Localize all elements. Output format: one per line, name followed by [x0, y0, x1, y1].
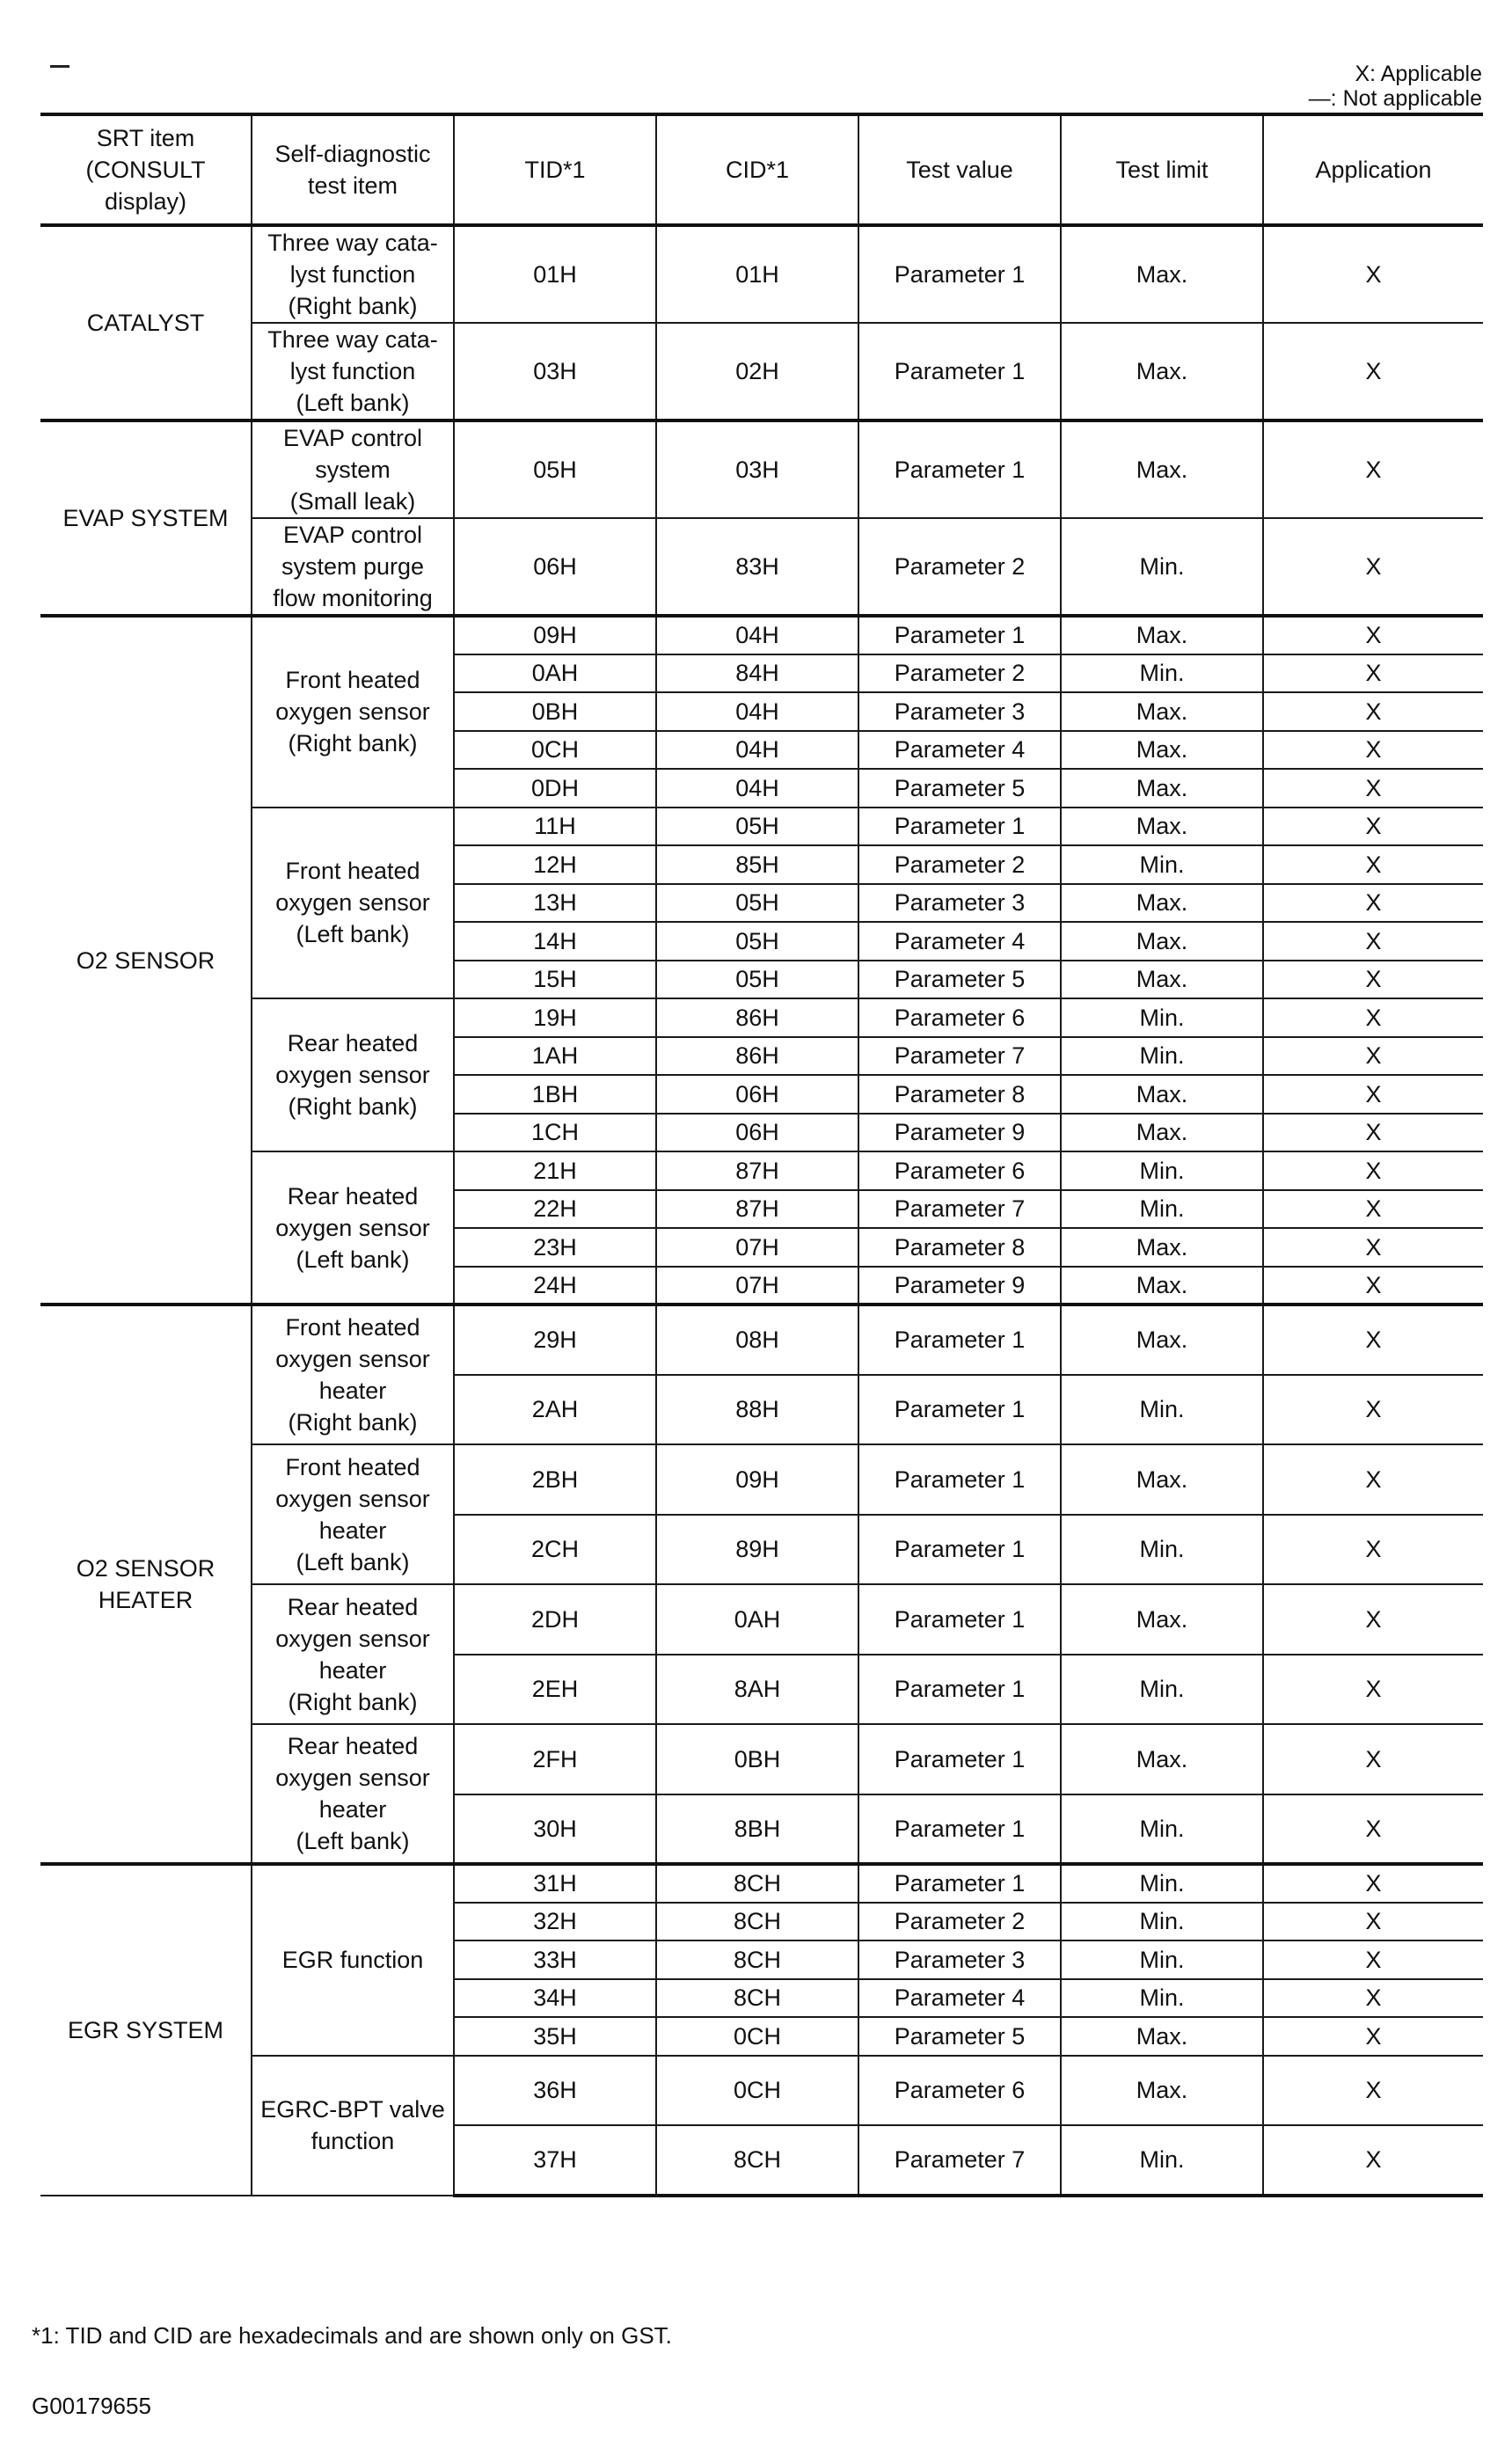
application-cell: X: [1263, 769, 1483, 808]
tid-cell: 06H: [454, 518, 656, 616]
cid-cell: 87H: [656, 1190, 858, 1229]
tid-cell: 11H: [454, 808, 656, 846]
test-value-cell: Parameter 7: [858, 2125, 1061, 2196]
tid-cell: 0CH: [454, 731, 656, 770]
tid-cell: 2CH: [454, 1515, 656, 1585]
cid-cell: 8CH: [656, 1940, 858, 1979]
application-cell: X: [1263, 1864, 1483, 1903]
test-item-cell: Front heated oxygen sensor heater (Right bank): [252, 1305, 454, 1444]
test-value-cell: Parameter 3: [858, 884, 1061, 923]
test-value-cell: Parameter 1: [858, 1794, 1061, 1865]
test-limit-cell: Min.: [1061, 654, 1263, 693]
application-cell: X: [1263, 1444, 1483, 1515]
srt-item-cell: EVAP SYSTEM: [40, 420, 252, 616]
application-cell: X: [1263, 692, 1483, 731]
figure-code: G00179655: [32, 2393, 151, 2419]
cid-cell: 02H: [656, 323, 858, 420]
tid-cell: 31H: [454, 1864, 656, 1903]
cid-cell: 09H: [656, 1444, 858, 1515]
tid-cell: 0BH: [454, 692, 656, 731]
tid-cell: 23H: [454, 1228, 656, 1267]
test-limit-cell: Min.: [1061, 998, 1263, 1037]
footnote: *1: TID and CID are hexadecimals and are shown only on GST.: [32, 2322, 672, 2349]
tid-cell: 05H: [454, 420, 656, 518]
test-value-cell: Parameter 4: [858, 922, 1061, 961]
test-limit-cell: Min.: [1061, 1190, 1263, 1229]
test-limit-cell: Min.: [1061, 1375, 1263, 1445]
test-item-cell: Three way cata- lyst function (Left bank): [252, 323, 454, 420]
srt-group: [40, 1864, 1483, 2196]
test-value-cell: Parameter 6: [858, 1151, 1061, 1190]
test-value-cell: Parameter 5: [858, 2017, 1061, 2056]
tid-cell: 2BH: [454, 1444, 656, 1515]
table-row: [40, 225, 1483, 323]
test-value-cell: Parameter 8: [858, 1228, 1061, 1267]
table-row: [40, 1864, 1483, 1903]
application-cell: X: [1263, 1979, 1483, 2018]
tid-cell: 13H: [454, 884, 656, 923]
test-limit-cell: Min.: [1061, 1515, 1263, 1585]
table-row: [40, 1724, 1483, 1794]
test-value-cell: Parameter 5: [858, 961, 1061, 999]
cid-cell: 88H: [656, 1375, 858, 1445]
test-limit-cell: Max.: [1061, 961, 1263, 999]
application-cell: X: [1263, 1724, 1483, 1794]
tid-cell: 35H: [454, 2017, 656, 2056]
cid-cell: 8CH: [656, 1979, 858, 2018]
cid-cell: 05H: [656, 808, 858, 846]
srt-item-cell: EGR SYSTEM: [40, 1864, 252, 2196]
test-value-cell: Parameter 7: [858, 1037, 1061, 1076]
test-value-cell: Parameter 6: [858, 998, 1061, 1037]
test-limit-cell: Max.: [1061, 2056, 1263, 2126]
test-value-cell: Parameter 4: [858, 1979, 1061, 2018]
table-row: [40, 998, 1483, 1037]
cid-cell: 8CH: [656, 1903, 858, 1941]
application-cell: X: [1263, 1075, 1483, 1114]
table-row: [40, 323, 1483, 420]
test-item-cell: Rear heated oxygen sensor (Right bank): [252, 998, 454, 1151]
tid-cell: 24H: [454, 1267, 656, 1305]
test-limit-cell: Min.: [1061, 2125, 1263, 2196]
cid-cell: 0BH: [656, 1724, 858, 1794]
tid-cell: 32H: [454, 1903, 656, 1941]
cid-cell: 04H: [656, 692, 858, 731]
cid-cell: 03H: [656, 420, 858, 518]
test-value-cell: Parameter 1: [858, 225, 1061, 323]
test-limit-cell: Max.: [1061, 1584, 1263, 1655]
tid-cell: 37H: [454, 2125, 656, 2196]
application-cell: X: [1263, 2017, 1483, 2056]
test-limit-cell: Max.: [1061, 1305, 1263, 1375]
application-cell: X: [1263, 998, 1483, 1037]
test-limit-cell: Max.: [1061, 323, 1263, 420]
table-row: [40, 1444, 1483, 1515]
cid-cell: 0AH: [656, 1584, 858, 1655]
srt-group: [40, 420, 1483, 616]
cid-cell: 0CH: [656, 2017, 858, 2056]
test-limit-cell: Max.: [1061, 616, 1263, 654]
test-limit-cell: Min.: [1061, 1979, 1263, 2018]
cid-cell: 04H: [656, 769, 858, 808]
test-value-cell: Parameter 1: [858, 1584, 1061, 1655]
test-limit-cell: Max.: [1061, 1075, 1263, 1114]
test-value-cell: Parameter 1: [858, 1655, 1061, 1725]
tid-cell: 33H: [454, 1940, 656, 1979]
test-value-cell: Parameter 9: [858, 1267, 1061, 1305]
test-item-cell: EVAP control system (Small leak): [252, 420, 454, 518]
test-limit-cell: Max.: [1061, 922, 1263, 961]
tid-cell: 34H: [454, 1979, 656, 2018]
test-limit-cell: Max.: [1061, 1267, 1263, 1305]
test-limit-cell: Min.: [1061, 1903, 1263, 1941]
tid-cell: 1AH: [454, 1037, 656, 1076]
table-row: [40, 1584, 1483, 1655]
application-cell: X: [1263, 2125, 1483, 2196]
test-limit-cell: Min.: [1061, 1864, 1263, 1903]
srt-item-cell: O2 SENSOR HEATER: [40, 1305, 252, 1864]
srt-test-table: [40, 113, 1483, 2197]
test-value-cell: Parameter 1: [858, 1515, 1061, 1585]
cid-cell: 07H: [656, 1228, 858, 1267]
test-limit-cell: Min.: [1061, 1037, 1263, 1076]
tid-cell: 2EH: [454, 1655, 656, 1725]
tid-cell: 30H: [454, 1794, 656, 1865]
application-cell: X: [1263, 616, 1483, 654]
srt-group: [40, 225, 1483, 420]
table-row: [40, 1305, 1483, 1375]
test-value-cell: Parameter 9: [858, 1114, 1061, 1152]
tid-cell: 1BH: [454, 1075, 656, 1114]
table-row: [40, 518, 1483, 616]
application-cell: X: [1263, 1515, 1483, 1585]
test-limit-cell: Max.: [1061, 2017, 1263, 2056]
cid-cell: 07H: [656, 1267, 858, 1305]
test-value-cell: Parameter 2: [858, 654, 1061, 693]
tid-cell: 2DH: [454, 1584, 656, 1655]
cid-cell: 04H: [656, 616, 858, 654]
tid-cell: 29H: [454, 1305, 656, 1375]
test-limit-cell: Max.: [1061, 769, 1263, 808]
cid-cell: 05H: [656, 961, 858, 999]
cid-cell: 04H: [656, 731, 858, 770]
application-cell: X: [1263, 1114, 1483, 1152]
application-cell: X: [1263, 884, 1483, 923]
test-limit-cell: Min.: [1061, 1655, 1263, 1725]
test-value-cell: Parameter 8: [858, 1075, 1061, 1114]
test-item-cell: Rear heated oxygen sensor (Left bank): [252, 1151, 454, 1305]
test-value-cell: Parameter 1: [858, 1864, 1061, 1903]
cid-cell: 8CH: [656, 1864, 858, 1903]
header-srt-item: SRT item (CONSULT display): [40, 114, 252, 225]
test-item-cell: EGRC-BPT valve function: [252, 2056, 454, 2196]
srt-group: [40, 616, 1483, 1305]
cid-cell: 8AH: [656, 1655, 858, 1725]
tid-cell: 12H: [454, 845, 656, 884]
cid-cell: 8CH: [656, 2125, 858, 2196]
tid-cell: 2AH: [454, 1375, 656, 1445]
test-item-cell: Front heated oxygen sensor heater (Left bank): [252, 1444, 454, 1584]
application-cell: X: [1263, 518, 1483, 616]
tid-cell: 01H: [454, 225, 656, 323]
table-row: [40, 1151, 1483, 1190]
application-cell: X: [1263, 420, 1483, 518]
test-limit-cell: Max.: [1061, 1444, 1263, 1515]
tid-cell: 09H: [454, 616, 656, 654]
test-item-cell: Front heated oxygen sensor (Right bank): [252, 616, 454, 808]
header-test-limit: Test limit: [1061, 114, 1263, 225]
cid-cell: 85H: [656, 845, 858, 884]
test-item-cell: EGR function: [252, 1864, 454, 2056]
test-value-cell: Parameter 1: [858, 1724, 1061, 1794]
tid-cell: 0AH: [454, 654, 656, 693]
application-cell: X: [1263, 2056, 1483, 2126]
cid-cell: 83H: [656, 518, 858, 616]
test-value-cell: Parameter 1: [858, 1375, 1061, 1445]
test-value-cell: Parameter 1: [858, 323, 1061, 420]
application-cell: X: [1263, 1190, 1483, 1229]
srt-item-cell: CATALYST: [40, 225, 252, 420]
top-left-dash: [50, 65, 69, 68]
header-test-item: Self-diagnostic test item: [252, 114, 454, 225]
table-row: [40, 808, 1483, 846]
application-cell: X: [1263, 1305, 1483, 1375]
application-cell: X: [1263, 961, 1483, 999]
test-limit-cell: Min.: [1061, 1794, 1263, 1865]
test-limit-cell: Max.: [1061, 808, 1263, 846]
test-limit-cell: Max.: [1061, 692, 1263, 731]
test-value-cell: Parameter 3: [858, 1940, 1061, 1979]
application-cell: X: [1263, 654, 1483, 693]
cid-cell: 01H: [656, 225, 858, 323]
test-value-cell: Parameter 1: [858, 1444, 1061, 1515]
tid-cell: 21H: [454, 1151, 656, 1190]
test-value-cell: Parameter 1: [858, 1305, 1061, 1375]
test-value-cell: Parameter 2: [858, 518, 1061, 616]
test-limit-cell: Min.: [1061, 518, 1263, 616]
legend: [1309, 62, 1482, 111]
cid-cell: 05H: [656, 884, 858, 923]
cid-cell: 84H: [656, 654, 858, 693]
tid-cell: 14H: [454, 922, 656, 961]
application-cell: X: [1263, 1584, 1483, 1655]
application-cell: X: [1263, 731, 1483, 770]
header-cid: CID*1: [656, 114, 858, 225]
test-limit-cell: Max.: [1061, 1114, 1263, 1152]
application-cell: X: [1263, 1228, 1483, 1267]
test-value-cell: Parameter 3: [858, 692, 1061, 731]
test-limit-cell: Max.: [1061, 420, 1263, 518]
application-cell: X: [1263, 1903, 1483, 1941]
test-limit-cell: Max.: [1061, 1724, 1263, 1794]
test-item-cell: Front heated oxygen sensor (Left bank): [252, 808, 454, 999]
application-cell: X: [1263, 1267, 1483, 1305]
application-cell: X: [1263, 1940, 1483, 1979]
application-cell: X: [1263, 1375, 1483, 1445]
application-cell: X: [1263, 225, 1483, 323]
test-limit-cell: Max.: [1061, 884, 1263, 923]
test-value-cell: Parameter 4: [858, 731, 1061, 770]
test-limit-cell: Max.: [1061, 1228, 1263, 1267]
cid-cell: 08H: [656, 1305, 858, 1375]
cid-cell: 86H: [656, 998, 858, 1037]
application-cell: X: [1263, 808, 1483, 846]
test-value-cell: Parameter 6: [858, 2056, 1061, 2126]
cid-cell: 0CH: [656, 2056, 858, 2126]
test-item-cell: Rear heated oxygen sensor heater (Left bank): [252, 1724, 454, 1864]
test-limit-cell: Min.: [1061, 845, 1263, 884]
test-value-cell: Parameter 1: [858, 616, 1061, 654]
test-item-cell: Rear heated oxygen sensor heater (Right bank): [252, 1584, 454, 1724]
tid-cell: 1CH: [454, 1114, 656, 1152]
test-value-cell: Parameter 7: [858, 1190, 1061, 1229]
tid-cell: 2FH: [454, 1724, 656, 1794]
header-application: Application: [1263, 114, 1483, 225]
header-tid: TID*1: [454, 114, 656, 225]
table-row: [40, 616, 1483, 654]
application-cell: X: [1263, 1655, 1483, 1725]
legend-not-applicable: —: Not applicable: [1308, 86, 1482, 111]
cid-cell: 06H: [656, 1114, 858, 1152]
tid-cell: 19H: [454, 998, 656, 1037]
application-cell: X: [1263, 323, 1483, 420]
application-cell: X: [1263, 1037, 1483, 1076]
application-cell: X: [1263, 845, 1483, 884]
cid-cell: 05H: [656, 922, 858, 961]
legend-applicable: X: Applicable: [1355, 62, 1482, 86]
cid-cell: 89H: [656, 1515, 858, 1585]
test-value-cell: Parameter 1: [858, 808, 1061, 846]
test-limit-cell: Max.: [1061, 225, 1263, 323]
tid-cell: 03H: [454, 323, 656, 420]
test-item-cell: Three way cata- lyst function (Right bank): [252, 225, 454, 323]
tid-cell: 36H: [454, 2056, 656, 2126]
test-value-cell: Parameter 1: [858, 420, 1061, 518]
application-cell: X: [1263, 1794, 1483, 1865]
test-limit-cell: Min.: [1061, 1151, 1263, 1190]
table-row: [40, 2056, 1483, 2126]
test-limit-cell: Min.: [1061, 1940, 1263, 1979]
test-value-cell: Parameter 2: [858, 845, 1061, 884]
table-row: [40, 420, 1483, 518]
test-item-cell: EVAP control system purge flow monitoring: [252, 518, 454, 616]
header-row: [40, 114, 1483, 225]
tid-cell: 22H: [454, 1190, 656, 1229]
cid-cell: 8BH: [656, 1794, 858, 1865]
test-value-cell: Parameter 5: [858, 769, 1061, 808]
srt-item-cell: O2 SENSOR: [40, 616, 252, 1305]
cid-cell: 86H: [656, 1037, 858, 1076]
test-value-cell: Parameter 2: [858, 1903, 1061, 1941]
srt-group: [40, 1305, 1483, 1864]
application-cell: X: [1263, 1151, 1483, 1190]
header-test-value: Test value: [858, 114, 1061, 225]
cid-cell: 87H: [656, 1151, 858, 1190]
cid-cell: 06H: [656, 1075, 858, 1114]
tid-cell: 0DH: [454, 769, 656, 808]
tid-cell: 15H: [454, 961, 656, 999]
application-cell: X: [1263, 922, 1483, 961]
test-limit-cell: Max.: [1061, 731, 1263, 770]
